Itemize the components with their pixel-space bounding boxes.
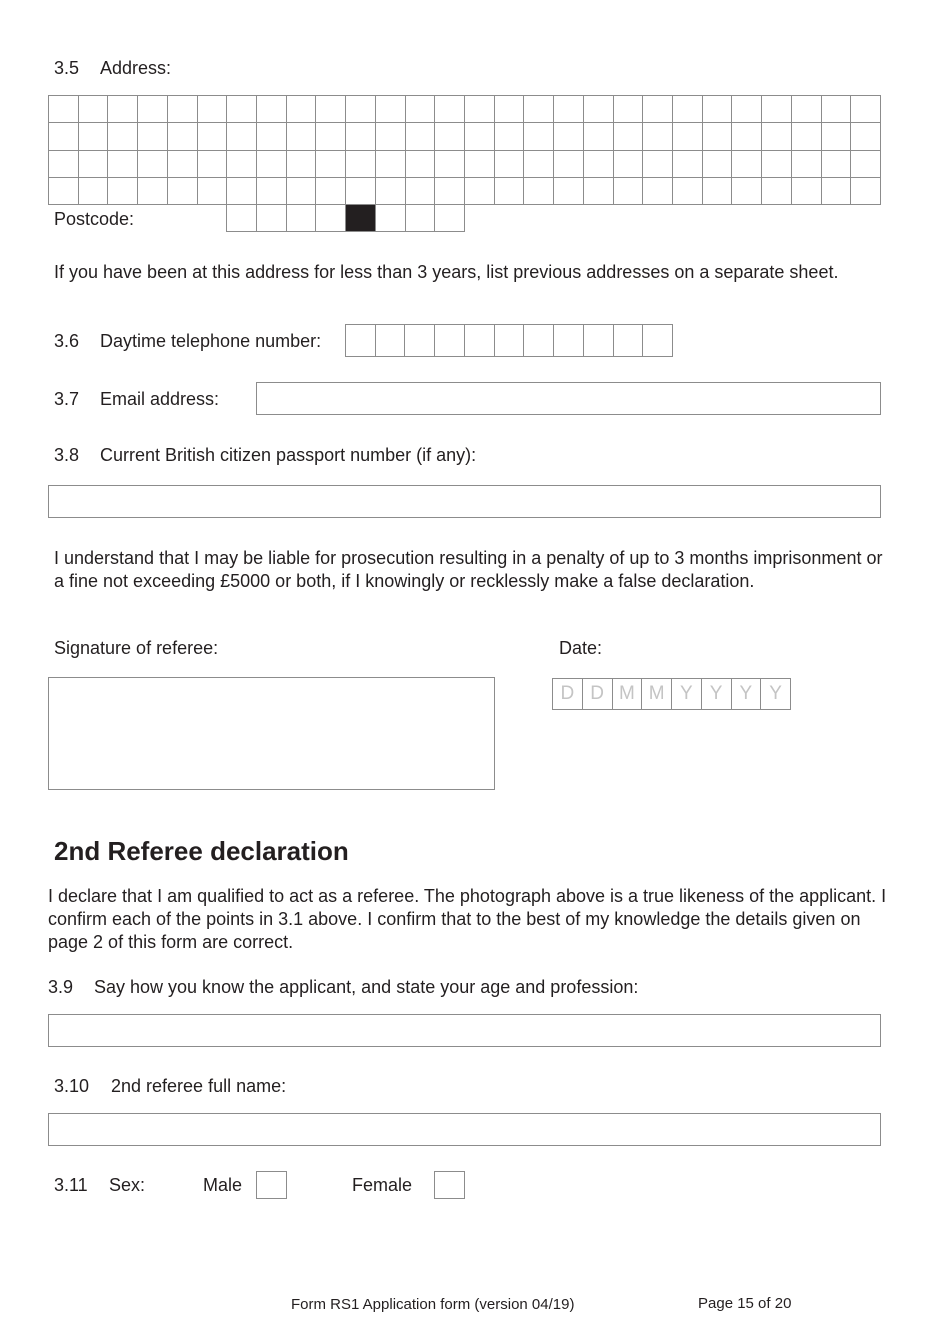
postcode-character-cell[interactable] [287,205,317,232]
address-character-cell[interactable] [227,96,257,123]
footer-form-name: Form RS1 Application form (version 04/19) [291,1296,575,1313]
address-character-cell[interactable] [495,178,525,205]
footer-page-number: Page 15 of 20 [698,1295,792,1312]
address-character-cell[interactable] [614,178,644,205]
telephone-input-grid[interactable] [345,324,673,357]
address-grid[interactable] [48,95,881,205]
address-character-cell[interactable] [673,151,703,178]
full-name-input[interactable] [48,1113,881,1146]
address-character-cell[interactable] [732,96,762,123]
address-character-cell[interactable] [108,96,138,123]
address-character-cell[interactable] [524,123,554,150]
male-checkbox[interactable] [256,1171,287,1199]
address-character-cell[interactable] [851,151,881,178]
address-character-cell[interactable] [257,178,287,205]
address-character-cell[interactable] [406,178,436,205]
date-input-grid[interactable] [552,678,791,710]
address-character-cell[interactable] [703,151,733,178]
address-character-cell[interactable] [851,178,881,205]
address-character-cell[interactable] [346,178,376,205]
address-character-cell[interactable] [287,123,317,150]
address-character-cell[interactable] [524,96,554,123]
address-character-cell[interactable] [792,178,822,205]
postcode-character-cell[interactable] [316,205,346,232]
address-character-cell[interactable] [168,96,198,123]
address-character-cell[interactable] [524,151,554,178]
telephone-digit-cell[interactable] [495,325,525,357]
address-character-cell[interactable] [792,151,822,178]
address-character-cell[interactable] [732,123,762,150]
address-character-cell[interactable] [227,151,257,178]
address-character-cell[interactable] [554,96,584,123]
address-character-cell[interactable] [79,96,109,123]
prosecution-warning: I understand that I may be liable for prosecution resulting in a penalty of up to 3 months imprisonment or a fine not exceeding £5000 or both, if I knowingly or recklessly make a false declaration. [54,548,883,591]
email-question-number: 3.7 [54,389,80,409]
address-character-cell[interactable] [138,151,168,178]
address-character-cell[interactable] [762,123,792,150]
address-character-cell[interactable] [703,123,733,150]
address-character-cell[interactable] [614,96,644,123]
telephone-question-label: Daytime telephone number: [100,331,322,351]
referee-declaration-text: I declare that I am qualified to act as a referee. The photograph above is a true likeness of the applicant. I confirm each of the points in 3.1 above. I confirm that to the best of my knowledge the details given on page 2 of this form are correct. [48,886,887,952]
address-character-cell[interactable] [703,96,733,123]
address-character-cell[interactable] [79,151,109,178]
address-character-cell[interactable] [168,123,198,150]
address-character-cell[interactable] [346,151,376,178]
how-known-question-number: 3.9 [48,977,74,997]
address-character-cell[interactable] [792,123,822,150]
address-character-cell[interactable] [851,96,881,123]
address-character-cell[interactable] [465,96,495,123]
address-character-cell[interactable] [376,151,406,178]
address-character-cell[interactable] [822,123,852,150]
address-character-cell[interactable] [732,151,762,178]
address-character-cell[interactable] [822,178,852,205]
address-character-cell[interactable] [465,178,495,205]
address-question-number: 3.5 [54,58,80,78]
address-character-cell[interactable] [257,123,287,150]
address-character-cell[interactable] [108,151,138,178]
address-character-cell[interactable] [822,151,852,178]
address-character-cell[interactable] [762,151,792,178]
address-character-cell[interactable] [703,178,733,205]
address-character-cell[interactable] [584,178,614,205]
address-character-cell[interactable] [316,178,346,205]
address-character-cell[interactable] [554,178,584,205]
date-digit-cell[interactable]: Y [702,679,732,710]
date-digit-cell[interactable]: Y [761,679,791,710]
postcode-character-cell[interactable] [435,205,465,232]
address-character-cell[interactable] [376,178,406,205]
address-character-cell[interactable] [257,96,287,123]
address-character-cell[interactable] [465,123,495,150]
telephone-digit-cell[interactable] [465,325,495,357]
date-digit-cell[interactable]: Y [672,679,702,710]
address-character-cell[interactable] [79,123,109,150]
address-character-cell[interactable] [435,123,465,150]
telephone-digit-cell[interactable] [554,325,584,357]
address-character-cell[interactable] [49,178,79,205]
address-character-cell[interactable] [643,96,673,123]
address-character-cell[interactable] [673,96,703,123]
address-character-cell[interactable] [762,96,792,123]
address-character-cell[interactable] [822,96,852,123]
date-digit-cell[interactable]: D [583,679,613,710]
section-heading: 2nd Referee declaration [54,836,349,866]
postcode-character-cell[interactable] [376,205,406,232]
address-character-cell[interactable] [198,96,228,123]
address-character-cell[interactable] [79,178,109,205]
address-character-cell[interactable] [792,96,822,123]
address-character-cell[interactable] [614,123,644,150]
address-character-cell[interactable] [524,178,554,205]
address-character-cell[interactable] [762,178,792,205]
address-character-cell[interactable] [49,96,79,123]
address-character-cell[interactable] [851,123,881,150]
address-character-cell[interactable] [406,96,436,123]
address-character-cell[interactable] [168,178,198,205]
address-character-cell[interactable] [643,123,673,150]
address-character-cell[interactable] [257,151,287,178]
passport-number-input[interactable] [48,485,881,518]
address-character-cell[interactable] [346,96,376,123]
address-character-cell[interactable] [138,123,168,150]
telephone-digit-cell[interactable] [584,325,614,357]
signature-box[interactable] [48,677,495,790]
address-character-cell[interactable] [287,151,317,178]
address-character-cell[interactable] [227,178,257,205]
address-character-cell[interactable] [316,123,346,150]
date-digit-cell[interactable]: D [553,679,583,710]
address-character-cell[interactable] [465,151,495,178]
female-checkbox[interactable] [434,1171,465,1199]
telephone-digit-cell[interactable] [614,325,644,357]
address-character-cell[interactable] [168,151,198,178]
telephone-digit-cell[interactable] [376,325,406,357]
date-digit-cell[interactable]: M [613,679,643,710]
address-character-cell[interactable] [198,151,228,178]
address-character-cell[interactable] [287,96,317,123]
address-character-cell[interactable] [673,123,703,150]
address-character-cell[interactable] [406,151,436,178]
how-known-question-label: Say how you know the applicant, and state your age and profession: [94,977,639,997]
address-character-cell[interactable] [554,151,584,178]
address-character-cell[interactable] [495,151,525,178]
date-digit-cell[interactable]: M [642,679,672,710]
date-label: Date: [559,638,603,658]
address-character-cell[interactable] [584,96,614,123]
address-character-cell[interactable] [138,96,168,123]
full-name-question-label: 2nd referee full name: [111,1076,287,1096]
female-label: Female [352,1175,413,1195]
postcode-character-cell[interactable] [227,205,257,232]
address-character-cell[interactable] [376,96,406,123]
address-character-cell[interactable] [643,178,673,205]
how-known-input[interactable] [48,1014,881,1047]
postcode-label: Postcode: [54,209,135,229]
date-digit-cell[interactable]: Y [732,679,762,710]
address-character-cell[interactable] [198,178,228,205]
male-label: Male [203,1175,243,1195]
sex-question-label: Sex: [109,1175,146,1195]
address-character-cell[interactable] [376,123,406,150]
signature-label: Signature of referee: [54,638,219,658]
previous-address-note: If you have been at this address for less than 3 years, list previous addresses on a separate sheet. [54,262,839,282]
address-character-cell[interactable] [406,123,436,150]
email-input[interactable] [256,382,881,415]
address-character-cell[interactable] [435,96,465,123]
address-character-cell[interactable] [138,178,168,205]
address-character-cell[interactable] [49,151,79,178]
address-character-cell[interactable] [614,151,644,178]
full-name-question-number: 3.10 [54,1076,90,1096]
passport-question-label: Current British citizen passport number (if any): [100,445,477,465]
address-character-cell[interactable] [584,151,614,178]
telephone-digit-cell[interactable] [405,325,435,357]
address-character-cell[interactable] [346,123,376,150]
address-character-cell[interactable] [435,178,465,205]
postcode-character-cell[interactable] [257,205,287,232]
postcode-character-cell[interactable] [406,205,436,232]
address-character-cell[interactable] [316,151,346,178]
sex-question-number: 3.11 [54,1175,88,1195]
telephone-digit-cell[interactable] [435,325,465,357]
telephone-question-number: 3.6 [54,331,80,351]
address-character-cell[interactable] [227,123,257,150]
address-character-cell[interactable] [435,151,465,178]
address-character-cell[interactable] [584,123,614,150]
postcode-grid[interactable] [226,205,465,232]
passport-question-number: 3.8 [54,445,80,465]
address-character-cell[interactable] [49,123,79,150]
address-question-label: Address: [100,58,172,78]
address-character-cell[interactable] [108,123,138,150]
telephone-digit-cell[interactable] [524,325,554,357]
address-character-cell[interactable] [643,151,673,178]
address-character-cell[interactable] [316,96,346,123]
address-character-cell[interactable] [108,178,138,205]
telephone-digit-cell[interactable] [643,325,673,357]
address-character-cell[interactable] [287,178,317,205]
address-character-cell[interactable] [495,96,525,123]
address-character-cell[interactable] [732,178,762,205]
postcode-character-cell[interactable] [346,205,376,232]
address-character-cell[interactable] [495,123,525,150]
telephone-digit-cell[interactable] [346,325,376,357]
email-question-label: Email address: [100,389,220,409]
address-character-cell[interactable] [554,123,584,150]
address-character-cell[interactable] [673,178,703,205]
address-character-cell[interactable] [198,123,228,150]
